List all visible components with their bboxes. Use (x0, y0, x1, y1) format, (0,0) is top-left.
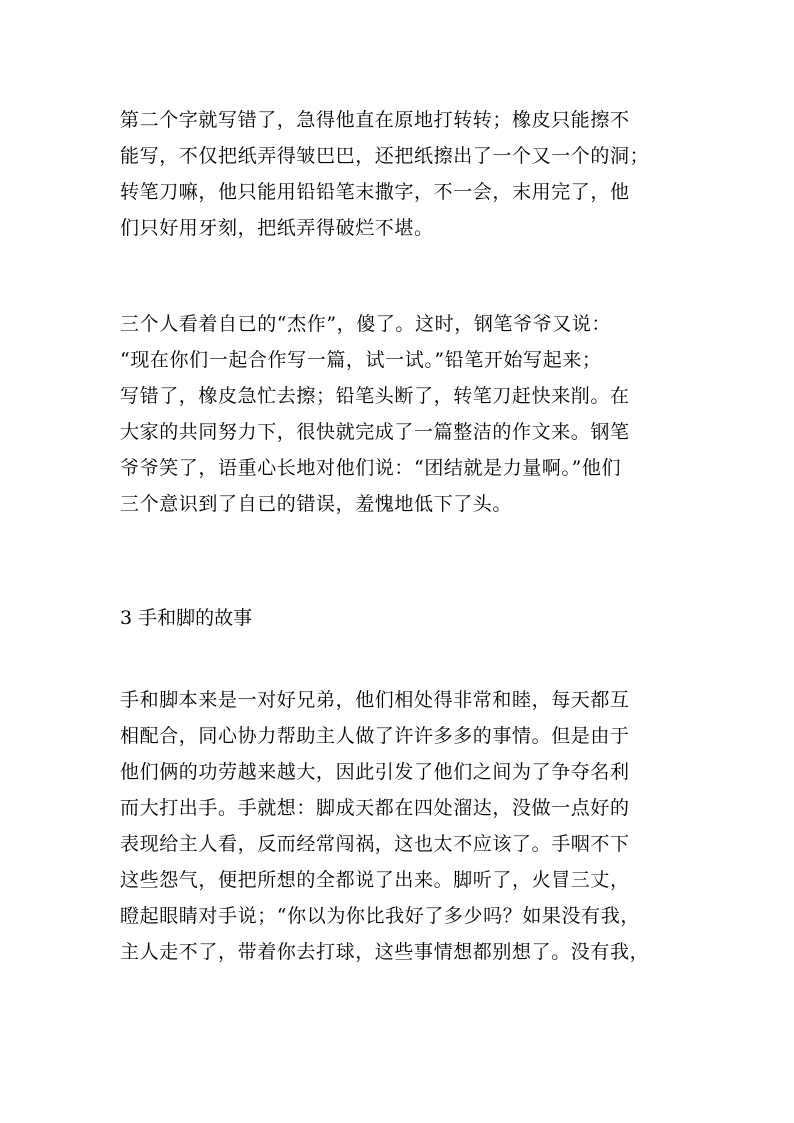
text-line: “现在你们一起合作写一篇，试一试。”铅笔开始写起来； (120, 349, 602, 371)
text-line: 三个人看着自已的“杰作”，傻了。这时，钢笔爷爷又说： (120, 313, 612, 335)
text-line: 手和脚本来是一对好兄弟，他们相处得非常和睦，每天都互 (120, 689, 630, 711)
text-line: 瞪起眼睛对手说；“你以为你比我好了多少吗？如果没有我， (120, 905, 640, 927)
paragraph-3 (120, 682, 680, 970)
text-line: 这些怨气，便把所想的全都说了出来。脚听了，火冒三丈， (120, 869, 630, 891)
text-line: 三个意识到了自已的错误，羞愧地低下了头。 (120, 493, 513, 515)
text-line: 转笔刀嘛，他只能用铅铅笔末撒字，不一会，末用完了，他 (120, 181, 630, 203)
text-line: 表现给主人看，反而经常闯祸，这也太不应该了。手咽不下 (120, 833, 630, 855)
text-line: 写错了，橡皮急忙去擦；铅笔头断了，转笔刀赶快来削。在 (120, 385, 630, 407)
text-line: 而大打出手。手就想：脚成天都在四处溜达，没做一点好的 (120, 797, 630, 819)
paragraph-2 (120, 306, 680, 522)
text-line: 们只好用牙刻，把纸弄得破烂不堪。 (120, 217, 434, 239)
text-line: 大家的共同努力下，很快就完成了一篇整洁的作文来。钢笔 (120, 421, 630, 443)
text-line: 能写，不仅把纸弄得皱巴巴，还把纸擦出了一个又一个的洞； (120, 145, 650, 167)
text-line: 相配合，同心协力帮助主人做了许许多多的事情。但是由于 (120, 725, 630, 747)
text-line: 主人走不了，带着你去打球，这些事情想都别想了。没有我， (120, 941, 650, 963)
text-line: 他们俩的功劳越来越大，因此引发了他们之间为了争夺名利 (120, 761, 630, 783)
paragraph-1 (120, 102, 680, 246)
section-heading: 3 手和脚的故事 (120, 607, 253, 629)
text-line: 爷爷笑了，语重心长地对他们说：“团结就是力量啊。”他们 (120, 457, 622, 479)
text-line: 第二个字就写错了，急得他直在原地打转转；橡皮只能擦不 (120, 109, 630, 131)
